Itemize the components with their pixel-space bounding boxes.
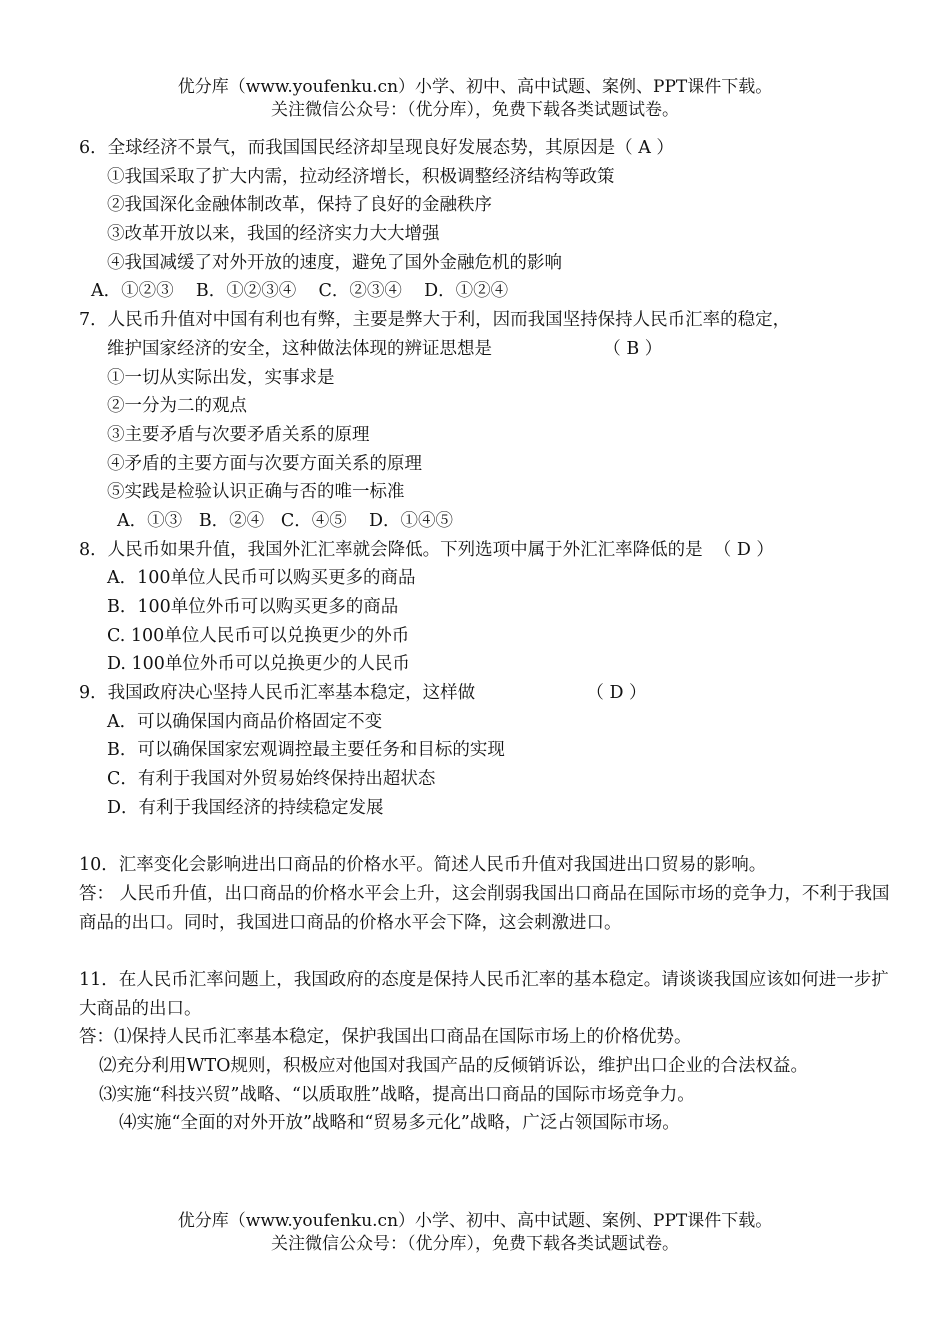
q6-stem: 6．全球经济不景气，而我国国民经济却呈现良好发展态势，其原因是（ A ）	[79, 138, 674, 158]
header-line-2: 关注微信公众号：（优分库），免费下载各类试题试卷。	[271, 100, 679, 120]
q7-item-3: ③主要矛盾与次要矛盾关系的原理	[107, 424, 370, 445]
q11-answer-1: 答：⑴保持人民币汇率基本稳定，保护我国出口商品在国际市场上的价格优势。	[79, 1027, 692, 1048]
q6-options: A．①②③ B．①②③④ C．②③④ D．①②④	[91, 281, 509, 302]
q10-stem: 10．汇率变化会影响进出口商品的价格水平。简述人民币升值对我国进出口贸易的影响。	[79, 855, 767, 876]
q9-option-d: D．有利于我国经济的持续稳定发展	[107, 797, 384, 818]
q10-answer: 答： 人民币升值，出口商品的价格水平会上升，这会削弱我国出口商品在国际市场的竞争力，不利于我国商品的出口。同时，我国进口商品的价格水平会下降，这会刺激进口。	[79, 883, 890, 933]
q9-option-c: C．有利于我国对外贸易始终保持出超状态	[107, 769, 436, 790]
q9-stem: 9．我国政府决心坚持人民币汇率基本稳定，这样做 （ D ）	[79, 683, 647, 704]
q7-item-4: ④矛盾的主要方面与次要方面关系的原理	[107, 453, 422, 474]
q9-option-b: B．可以确保国家宏观调控最主要任务和目标的实现	[107, 740, 505, 761]
page-header	[0, 76, 950, 122]
q7-item-2: ②一分为二的观点	[107, 396, 247, 417]
q6-item-4: ④我国减缓了对外开放的速度，避免了国外金融危机的影响	[107, 252, 562, 273]
q8-option-a: A．100单位人民币可以购买更多的商品	[107, 568, 416, 589]
q7-item-5: ⑤实践是检验认识正确与否的唯一标准	[107, 482, 405, 503]
q11-stem: 11．在人民币汇率问题上，我国政府的态度是保持人民币汇率的基本稳定。请谈谈我国应该如何进一步扩大商品的出口。	[79, 969, 889, 1019]
q8-stem: 8．人民币如果升值，我国外汇汇率就会降低。下列选项中属于外汇汇率降低的是 （ D ）	[79, 539, 774, 560]
exam-content	[79, 134, 891, 1138]
q6-item-1: ①我国采取了扩大内需，拉动经济增长，积极调整经济结构等政策	[107, 166, 615, 187]
q11-answer-3: ⑶实施“科技兴贸”战略、“以质取胜”战略，提高出口商品的国际市场竞争力。	[99, 1084, 695, 1105]
footer-line-2: 关注微信公众号：（优分库），免费下载各类试题试卷。	[271, 1234, 679, 1254]
q7-stem-continued: 维护国家经济的安全，这种做法体现的辨证思想是 （ B ）	[107, 338, 663, 359]
q11-answer-2: ⑵充分利用WTO规则，积极应对他国对我国产品的反倾销诉讼，维护出口企业的合法权益。	[99, 1056, 809, 1077]
page-footer	[0, 1210, 950, 1256]
q6-item-3: ③改革开放以来，我国的经济实力大大增强	[107, 224, 440, 245]
spacer	[79, 823, 891, 852]
q8-option-b: B．100单位外币可以购买更多的商品	[107, 597, 399, 617]
header-line-1: 优分库（www.youfenku.cn）小学、初中、高中试题、案例、PPT课件下载。	[177, 77, 773, 97]
q8-option-c: C. 100单位人民币可以兑换更少的外币	[107, 625, 410, 646]
footer-line-1: 优分库（www.youfenku.cn）小学、初中、高中试题、案例、PPT课件下载。	[177, 1211, 773, 1231]
q7-options: A．①③ B．②④ C．④⑤ D．①④⑤	[117, 510, 454, 531]
q7-item-1: ①一切从实际出发，实事求是	[107, 367, 335, 388]
q9-option-a: A．可以确保国内商品价格固定不变	[107, 711, 383, 732]
q7-stem: 7．人民币升值对中国有利也有弊，主要是弊大于利，因而我国坚持保持人民币汇率的稳定，	[79, 310, 791, 331]
q6-item-2: ②我国深化金融体制改革，保持了良好的金融秩序	[107, 195, 492, 216]
q11-answer-4: ⑷实施“全面的对外开放”战略和“贸易多元化”战略，广泛占领国际市场。	[119, 1113, 680, 1134]
spacer	[79, 937, 891, 966]
q8-option-d: D. 100单位外币可以兑换更少的人民币	[107, 654, 410, 675]
